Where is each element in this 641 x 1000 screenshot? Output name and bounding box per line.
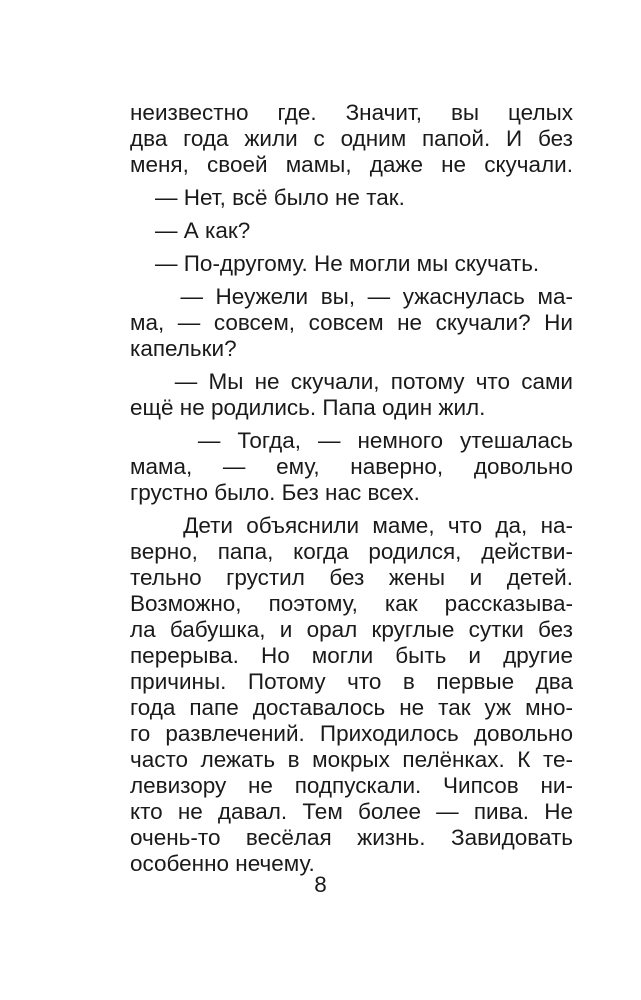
- text-line: меня, своей мамы, даже не скучали.: [130, 152, 573, 177]
- text-line: ма, — совсем, совсем не скучали? Ни: [130, 310, 573, 335]
- text-line: часто лежать в мокрых пелёнках. К те-: [130, 747, 573, 772]
- text-line: два года жили с одним папой. И без: [130, 126, 573, 151]
- text-line: — Мы не скучали, потому что сами: [130, 369, 573, 394]
- text-line: тельно грустил без жены и детей.: [130, 565, 573, 590]
- text-line: ещё не родились. Папа один жил.: [130, 395, 486, 420]
- text-line: — По-другому. Не могли мы скучать.: [130, 251, 540, 276]
- text-line: — А как?: [130, 218, 251, 243]
- text-line: ла бабушка, и орал круглые сутки без: [130, 617, 573, 642]
- text-line: кто не давал. Тем более — пива. Не: [130, 799, 573, 824]
- text-line: года папе доставалось не так уж мно-: [130, 695, 573, 720]
- text-line: левизору не подпускали. Чипсов ни-: [130, 773, 573, 798]
- text-line: причины. Потому что в первые два: [130, 669, 573, 694]
- text-line: очень-то весёлая жизнь. Завидовать: [130, 825, 573, 850]
- text-line: — Нет, всё было не так.: [130, 185, 405, 210]
- text-line: — Тогда, — немного утешалась: [130, 428, 573, 453]
- page-number: 8: [314, 872, 327, 897]
- text-line: мама, — ему, наверно, довольно: [130, 454, 573, 479]
- text-line: особенно нечему.: [130, 851, 315, 876]
- text-line: капельки?: [130, 336, 237, 361]
- text-line: верно, папа, когда родился, действи-: [130, 539, 573, 564]
- text-line: грустно было. Без нас всех.: [130, 480, 420, 505]
- text-line: го развлечений. Приходилось довольно: [130, 721, 573, 746]
- text-line: Возможно, поэтому, как рассказыва-: [130, 591, 573, 616]
- text-line: Дети объяснили маме, что да, на-: [130, 513, 573, 538]
- text-line: неизвестно где. Значит, вы целых: [130, 100, 573, 125]
- text-line: перерыва. Но могли быть и другие: [130, 643, 573, 668]
- text-line: — Неужели вы, — ужаснулась ма-: [130, 284, 573, 309]
- text-body: [130, 100, 573, 877]
